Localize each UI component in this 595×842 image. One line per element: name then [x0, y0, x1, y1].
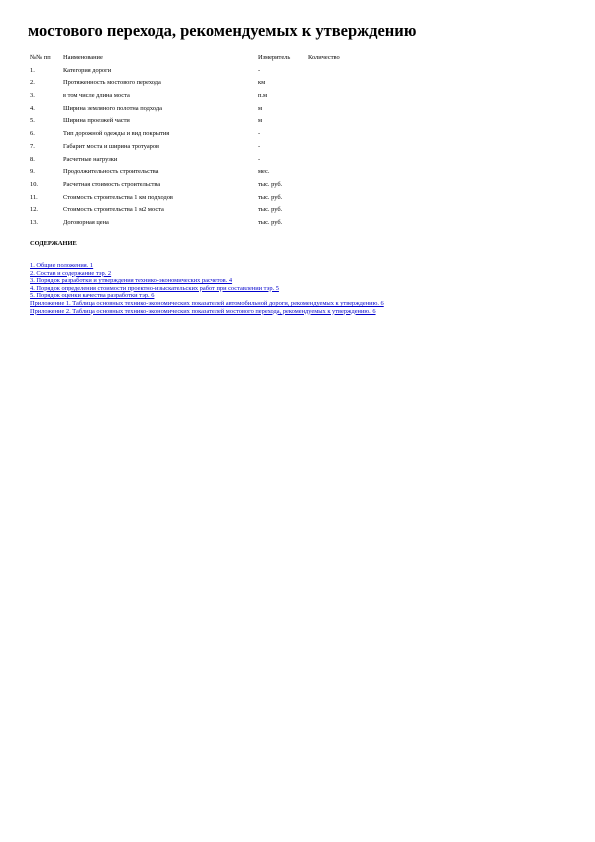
table-row [30, 105, 358, 118]
row-number: 10. [30, 180, 38, 188]
table-row [30, 156, 358, 169]
row-quantity [308, 143, 358, 156]
row-unit: тыс. руб. [258, 180, 283, 188]
row-name: Протяженность мостового перехода [63, 79, 161, 87]
row-unit: км [258, 79, 266, 87]
row-number: 13. [30, 218, 38, 226]
row-unit: м [258, 117, 263, 125]
row-quantity [308, 206, 358, 219]
table-row [30, 79, 358, 92]
row-quantity [308, 79, 358, 92]
table-row [30, 181, 358, 194]
row-unit: м [258, 104, 263, 112]
row-quantity [308, 219, 358, 232]
row-unit: - [258, 66, 261, 74]
toc-link[interactable]: Приложение 1. Таблица основных технико-экономических показателей автомобильной дороги, рекомендуемых к утверждению. 6 [30, 299, 384, 307]
row-quantity [308, 117, 358, 130]
table-header-row [30, 54, 358, 67]
table-row [30, 168, 358, 181]
row-unit: - [258, 130, 261, 138]
table-row [30, 92, 358, 105]
row-name: Договорная цена [63, 218, 109, 226]
header-number: №№ пп [30, 54, 51, 61]
row-unit: тыс. руб. [258, 193, 283, 201]
row-unit: тыс. руб. [258, 206, 283, 214]
row-unit: мес. [258, 168, 270, 176]
toc-link[interactable]: Приложение 2. Таблица основных технико-экономических показателей мостового перехода, рекомендуемых к утверждению. 6 [30, 307, 376, 315]
row-number: 11. [30, 193, 38, 201]
row-name: Ширина земляного полотна подхода [63, 104, 162, 112]
table-row [30, 67, 358, 80]
document-title: мостового перехода, рекомендуемых к утверждению [28, 21, 417, 40]
row-number: 5. [30, 117, 35, 125]
row-name: Габарит моста и ширина тротуаров [63, 142, 160, 150]
toc-heading: СОДЕРЖАНИЕ [30, 240, 77, 247]
row-name: Стоимость строительства 1 м2 моста [63, 206, 164, 214]
toc-link[interactable]: 2. Состав и содержание тэр. 2 [30, 269, 112, 277]
row-quantity [308, 92, 358, 105]
row-name: Категория дороги [63, 66, 112, 74]
toc-link[interactable]: 1. Общие положения. 1 [30, 262, 94, 269]
table-row [30, 194, 358, 207]
header-name: Наименование [63, 54, 103, 61]
row-name: в том числе длина моста [63, 92, 130, 100]
header-unit: Измеритель [258, 54, 291, 61]
row-number: 2. [30, 79, 35, 87]
row-name: Тип дорожной одежды и вид покрытия [63, 130, 170, 138]
row-quantity [308, 156, 358, 169]
table-body [30, 67, 358, 232]
row-name: Стоимость строительства 1 км подходов [63, 193, 173, 201]
row-name: Расчетные нагрузки [63, 155, 118, 163]
row-unit: - [258, 155, 261, 163]
toc-link[interactable]: 3. Порядок разработки и утверждения технико-экономических расчетов. 4 [30, 277, 233, 285]
row-quantity [308, 181, 358, 194]
row-number: 9. [30, 168, 35, 176]
row-quantity [308, 105, 358, 118]
row-quantity [308, 194, 358, 207]
row-unit: - [258, 142, 261, 150]
table-row [30, 219, 358, 232]
toc-link[interactable]: 4. Порядок определения стоимости проектно-изыскательских работ при составлении тэр. 5 [30, 284, 279, 292]
row-name: Расчетная стоимость строительства [63, 180, 161, 188]
header-quantity: Количество [308, 54, 340, 61]
row-number: 6. [30, 130, 35, 138]
row-number: 8. [30, 155, 35, 163]
table-row [30, 130, 358, 143]
table-row [30, 117, 358, 130]
row-name: Ширина проезжей части [63, 117, 130, 125]
row-unit: тыс. руб. [258, 218, 283, 226]
row-number: 4. [30, 104, 35, 112]
table-row [30, 206, 358, 219]
row-number: 7. [30, 142, 35, 150]
row-unit: п.м [258, 92, 268, 100]
row-number: 3. [30, 92, 35, 100]
table-of-contents [30, 262, 480, 315]
row-name: Продолжительность строительства [63, 168, 159, 176]
table-row [30, 143, 358, 156]
row-number: 12. [30, 206, 38, 214]
row-quantity [308, 130, 358, 143]
row-quantity [308, 168, 358, 181]
row-number: 1. [30, 66, 35, 74]
row-quantity [308, 67, 358, 80]
toc-link[interactable]: 5. Порядок оценки качества разработки тэр. 6 [30, 292, 155, 300]
parameters-table [30, 54, 358, 232]
